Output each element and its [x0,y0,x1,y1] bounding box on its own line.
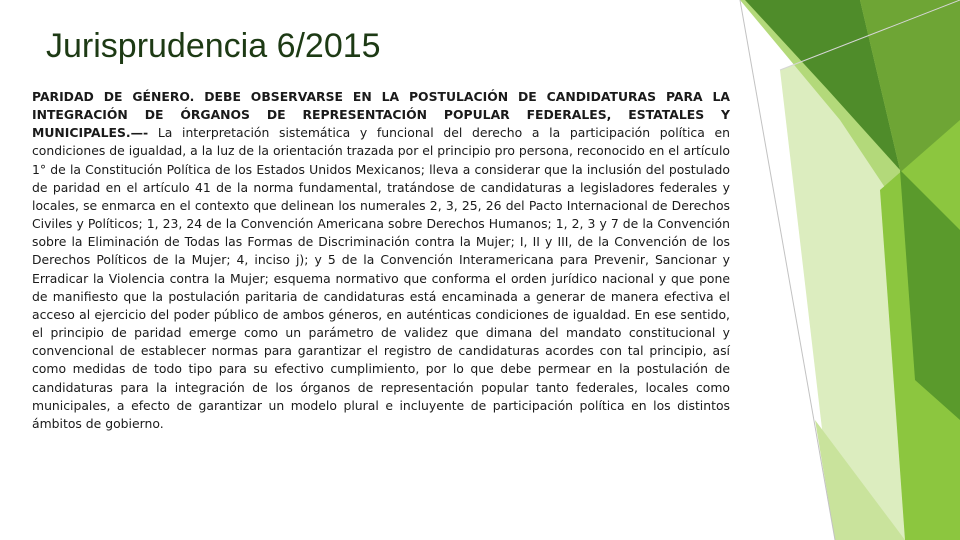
slide-title: Jurisprudencia 6/2015 [46,27,381,65]
jurisprudence-body: La interpretación sistemática y funcional del derecho a la participación política en condiciones de igualdad, a la luz de la orientación trazada por el principio pro persona, reconocido en el artículo 1° de la Constitución Política de los Estados Unidos Mexicanos; lleva a considerar que la inclusión del postulado de paridad en el artículo 41 de la norma fundamental, tratándose de candidaturas a legisladores federales y locales, se enmarca en el contexto que delinean los numerales 2, 3, 25, 26 del Pacto Internacional de Derechos Civiles y Políticos; 1, 23, 24 de la Convención Americana sobre Derechos Humanos; 1, 2, 3 y 7 de la Convención sobre la Eliminación de Todas las Formas de Discriminación contra la Mujer; I, II y III, de la Convención de los Derechos Políticos de la Mujer; 4, inciso j); y 5 de la Convención Interamericana para Prevenir, Sancionar y Erradicar la Violencia contra la Mujer; esquema normativo que conforma el orden jurídico nacional y que pone de manifiesto que la postulación paritaria de candidaturas está encaminada a generar de manera efectiva el acceso al ejercicio del poder público de ambos géneros, en auténticas condiciones de igualdad. En ese sentido, el principio de paridad emerge como un parámetro de validez que dimana del mandato constitucional y convencional de establecer normas para garantizar el registro de candidaturas acordes con tal principio, así como medidas de todo tipo para su efectivo cumplimiento, por lo que debe permear en la postulación de candidaturas para la integración de los órganos de representación popular tanto federales, locales como municipales, a efecto de garantizar un modelo plural e incluyente de participación política en los distintos ámbitos de gobierno. [32,125,730,431]
jurisprudence-text [32,88,730,433]
jurisprudence-heading: PARIDAD DE GÉNERO. DEBE OBSERVARSE EN LA POSTULACIÓN DE CANDIDATURAS PARA LA INTEGRACIÓN DE ÓRGANOS DE REPRESENTACIÓN POPULAR FEDERALES, ESTATALES Y MUNICIPALES.—- [32,89,730,141]
